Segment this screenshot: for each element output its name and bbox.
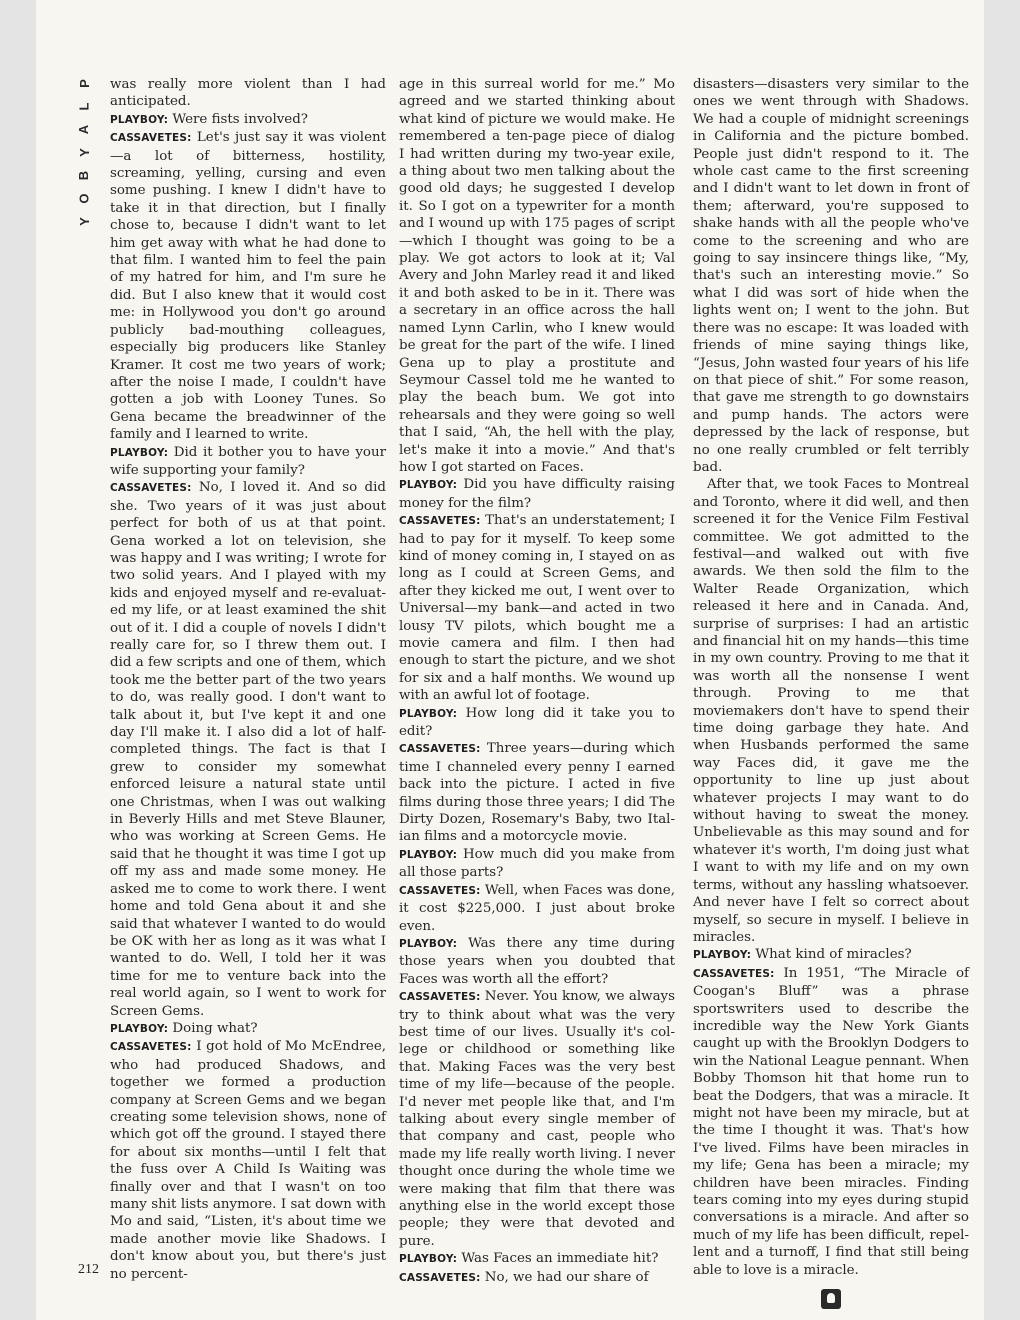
paragraph-text: How long did it take you to edit? [399, 705, 675, 740]
paragraph [110, 1020, 386, 1038]
paragraph-text: age in this surreal world for me.” Mo agreed and we started thinking about what kind of picture we would make. He remembered a ten-page piece of dialog I had written during my two-year exile, a thing about two men talking about the good old days; he suggested I develop it. So I got on a typewriter for a month and I wound up with 175 pages of script—which I thought was going to be a play. We got actors to look at it; Val Avery and John Marley read it and liked it and both asked to be in it. There was a secretary in an office across the hall named Lynn Carlin, who I knew would be great for the part of the wife. I lined Gena up to play a prostitute and Seymour Cassel told me he wanted to play the beach bum. We got into rehearsals and they were going so well that I said, “Ah, the hell with the play, let's make it into a movie.” And that's how I got started on Faces. [399, 77, 675, 475]
paragraph [399, 476, 675, 512]
paragraph [110, 111, 386, 129]
paragraph [110, 76, 386, 111]
paragraph [399, 882, 675, 935]
paragraph-text: Was Faces an immediate hit? [461, 1251, 659, 1267]
speaker-label: PLAYBOY: [110, 113, 169, 126]
paragraph [110, 479, 386, 1020]
paragraph [693, 76, 969, 476]
paragraph-text: That's an understatement; I had to pay for it myself. To keep some kind of money coming in, I stayed on as long as I could at Screen Gems, and after they kicked me out, I went over to Universal—my bank—and acted in two lousy TV pilots, which bought me a movie camera and film. I then had enough to start the picture, and we shot for six and a half months. We wound up with an awful lot of footage. [399, 513, 675, 704]
speaker-label: CASSAVETES: [399, 515, 481, 528]
speaker-label: CASSAVETES: [110, 1041, 192, 1054]
magazine-page [36, 0, 984, 1320]
masthead-letter: P [76, 79, 92, 88]
paragraph [399, 988, 675, 1250]
speaker-label: PLAYBOY: [110, 446, 169, 459]
paragraph-text: Did it bother you to have your wife supporting your family? [110, 444, 387, 478]
masthead-letter: Y [76, 148, 92, 157]
paragraph [399, 512, 675, 704]
paragraph-text: Well, when Faces was done, it cost $225,000. I just about broke even. [399, 882, 675, 934]
paragraph [110, 444, 386, 480]
paragraph [399, 846, 675, 882]
masthead-vertical [74, 72, 94, 233]
paragraph-text: Did you have difficulty raising money for the film? [399, 477, 675, 511]
speaker-label: PLAYBOY: [399, 1253, 458, 1266]
speaker-label: CASSAVETES: [399, 991, 481, 1004]
speaker-label: PLAYBOY: [110, 1022, 169, 1035]
paragraph [693, 476, 969, 946]
paragraph [399, 935, 675, 988]
paragraph-text: How much did you make from all those parts? [399, 846, 675, 881]
masthead-letter: L [76, 102, 92, 111]
paragraph-text: No, we had our share of [484, 1269, 649, 1285]
speaker-label: PLAYBOY: [693, 949, 752, 962]
paragraph-text: Let's just say it was violent—a lot of bitterness, hostility, screaming, yelling, cursing and even some pushing. I knew I didn't have to take it in that direction, but I finally chose to, because I didn't want to let him get away with what he had done to that film. I wanted him to feel the pain of my hatred for him, and I'm sure he did. But I also knew that it would cost me: in Hollywood you don't go around publicly bad-mouthing colleagues, especially big producers like Stanley Kramer. It cost me two years of work; after the noise I made, I couldn't have gotten a job with Looney Tunes. So Gena became the breadwinner of the family and I learned to write. [110, 130, 386, 443]
text-column-1 [110, 76, 386, 1283]
masthead-letter: Y [76, 217, 92, 226]
speaker-label: CASSAVETES: [399, 743, 481, 756]
paragraph-text: disasters—disasters very similar to the ones we went through with Shadows. We had a couple of midnight screenings in California and the picture bombed. People just didn't respond to it. The whole cast came to the first screening and I didn't want to let down in front of them; afterward, you're supposed to shake hands with all the people who've come to the screening and who are going to say insincere things like, “My, that's such an interesting movie.” So what I did was sort of hide when the lights went on; I went to the john. But there was no escape: It was loaded with friends of mine saying things like, “Jesus, John wasted four years of his life on that piece of shit.” For some reason, that gave me strength to go downstairs and pump hands. The actors were depressed by the lack of response, but no one really crumbled or felt terribly bad. [693, 77, 969, 475]
paragraph [693, 946, 969, 964]
masthead-letter: A [76, 124, 92, 135]
paragraph [399, 740, 675, 845]
paragraph-text: What kind of miracles? [755, 947, 912, 963]
masthead-letter: O [76, 193, 92, 204]
paragraph [110, 1038, 386, 1283]
paragraph-text: Never. You know, we always try to think about what was the very best time of our lives. Usually it's college or childhood or something like that. Making Faces was the very best time of my life—because of the people. I'd never met people like that, and I'm talking about every single member of that company and cast, people who made my life really worth living. I never thought once during the whole time we were making that film that there was anything else in the world except those people; they were that devoted and pure. [399, 989, 675, 1249]
speaker-label: PLAYBOY: [399, 848, 458, 861]
masthead-letter: B [76, 170, 92, 181]
paragraph-text: Doing what? [172, 1020, 258, 1036]
paragraph-text: In 1951, “The Miracle of Coogan's Bluff” was a phrase sportswriters used to describe the incredible way the New York Giants caught up with the Brooklyn Dodgers to win the National League pennant. When Bobby Thomson hit that home run to beat the Dodgers, that was a miracle. It might not have been my miracle, but at the time I thought it was. That's how I've lived. Films have been miracles in my life; Gena has been a miracle; my children have been miracles. Finding tears coming into my eyes during stupid conversations is a miracle. And after so much of my life has been difficult, repellent and a turnoff, I find that still being able to love is a miracle. [693, 965, 969, 1278]
paragraph-text: No, I loved it. And so did she. Two years of it was just about perfect for both of us at that point. Gena worked a lot on television, she was happy and I was writing; I wrote for two solid years. And I played with my kids and enjoyed myself and re-evaluated my life, or at least examined the shit out of it. I did a couple of novels I didn't really care for, so I threw them out. I did a few scripts and one of them, which took me the better part of the two years to do, was really good. I don't want to talk about it, but I've kept it and one day I'll make it. I also did a lot of half-completed things. The fact is that I grew to consider my somewhat enforced leisure a natural state until one Christmas, when I was out walking in Beverly Hills and met Steve Blauner, who was working at Screen Gems. He said that he thought it was time I got up off my ass and made some money. He asked me to come to work there. I went home and told Gena about it and she said that whatever I wanted to do would be OK with her as long as it was what I wanted to do. Well, I told her it was time for me to venture back into the real world again, so I went to work for Screen Gems. [110, 480, 386, 1019]
speaker-label: CASSAVETES: [693, 967, 775, 980]
paragraph-text: After that, we took Faces to Montreal and Toronto, where it did well, and then screened it for the Venice Film Festival committee. We got admitted to the festival—and walked out with five awards. We then sold the film to the Walter Reade Organization, which released it here and in Canada. And, surprise of surprises: I had an artistic and financial hit on my hands—this time in my own country. Proving to me that it was worth all the nonsense I went through. Proving to me that moviemakers don't have to spend their time doing garbage they hate. And when Husbands performed the same way Faces did, it gave me the opportunity to line up just about whatever projects I may want to do without having to sweat the money. Unbelievable as this may sound and for whatever it's worth, I'm doing just what I want to with my life and on my own terms, without any hassling whatsoever. And never have I felt so correct about myself, so secure in myself. I believe in miracles. [693, 477, 969, 945]
paragraph-text: Three years—during which time I channeled every penny I earned back into the picture. I acted in five films during those three years; I did The Dirty Dozen, Rosemary's Baby, two Italian films and a motorcycle movie. [399, 741, 675, 845]
paragraph-text: Were fists involved? [172, 111, 308, 127]
speaker-label: CASSAVETES: [399, 1271, 481, 1284]
paragraph [693, 965, 969, 1279]
speaker-label: PLAYBOY: [399, 479, 458, 492]
speaker-label: PLAYBOY: [399, 937, 458, 950]
paragraph [110, 129, 386, 443]
page-number: 212 [78, 1262, 99, 1277]
text-column-3 [693, 76, 969, 1309]
speaker-label: CASSAVETES: [110, 132, 192, 145]
speaker-label: CASSAVETES: [110, 482, 192, 495]
paragraph [399, 76, 675, 476]
paragraph [399, 705, 675, 741]
rabbit-end-mark-icon [821, 1289, 841, 1309]
paragraph-text: Was there any time during those years when you doubted that Faces was worth all the effort? [399, 935, 675, 987]
speaker-label: PLAYBOY: [399, 707, 458, 720]
paragraph [399, 1269, 675, 1287]
paragraph-text: I got hold of Mo McEndree, who had produced Shadows, and together we formed a production company at Screen Gems and we began creating some television shows, none of which got off the ground. I stayed there for about six months—until I felt that the fuss over A Child Is Waiting was finally over and that I wasn't on too many shit lists anymore. I sat down with Mo and said, “Listen, it's about time we made another movie like Shadows. I don't know about you, but there's just no percent- [110, 1039, 386, 1282]
paragraph [399, 1250, 675, 1268]
speaker-label: CASSAVETES: [399, 884, 481, 897]
text-column-2 [399, 76, 675, 1287]
paragraph-text: was really more violent than I had anticipated. [110, 77, 386, 110]
